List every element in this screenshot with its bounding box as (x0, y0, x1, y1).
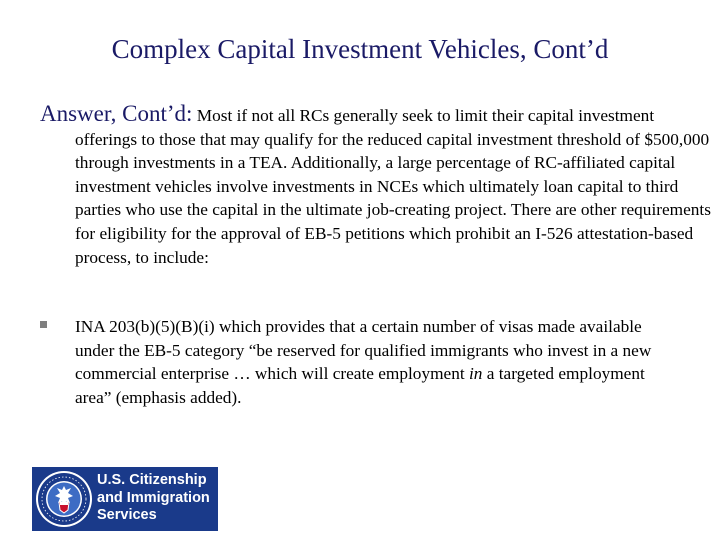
logo-line-2: and Immigration (97, 489, 210, 506)
square-bullet-icon (40, 321, 47, 328)
answer-lead: Answer, Cont’d: (40, 101, 193, 126)
logo-text (97, 472, 210, 525)
page-title: Complex Capital Investment Vehicles, Cont’d (111, 34, 609, 64)
logo-line-3: Services (97, 507, 157, 523)
bullet-text (75, 315, 680, 409)
answer-body: Most if not all RCs generally seek to limit their capital investment offerings to those that may qualify for the reduced capital investment threshold of $500,000 through investments in a TEA. Additionally, a large percentage of RC-affiliated capital investment vehicles involve investments in NCEs which ultimately loan capital to third parties who use the capital in the ultimate job-creating project. There are other requirements for eligibility for the approval of EB-5 petitions which prohibit an I-526 attestation-based process, to include: (75, 106, 711, 267)
logo-line-1: U.S. Citizenship (97, 472, 207, 488)
answer-paragraph (40, 102, 715, 269)
uscis-logo (32, 467, 218, 531)
bullet-text-before: INA 203(b)(5)(B)(i) which provides that a certain number of visas made available under the EB-5 category “be reserved for qualified immigrants who invest in a new commercial enterprise … which will create employment (75, 317, 652, 384)
bullet-emphasis: in (468, 364, 483, 384)
bullet-text-after: a targeted employment area” (emphasis added). (75, 364, 645, 407)
dhs-seal-icon (35, 470, 93, 528)
